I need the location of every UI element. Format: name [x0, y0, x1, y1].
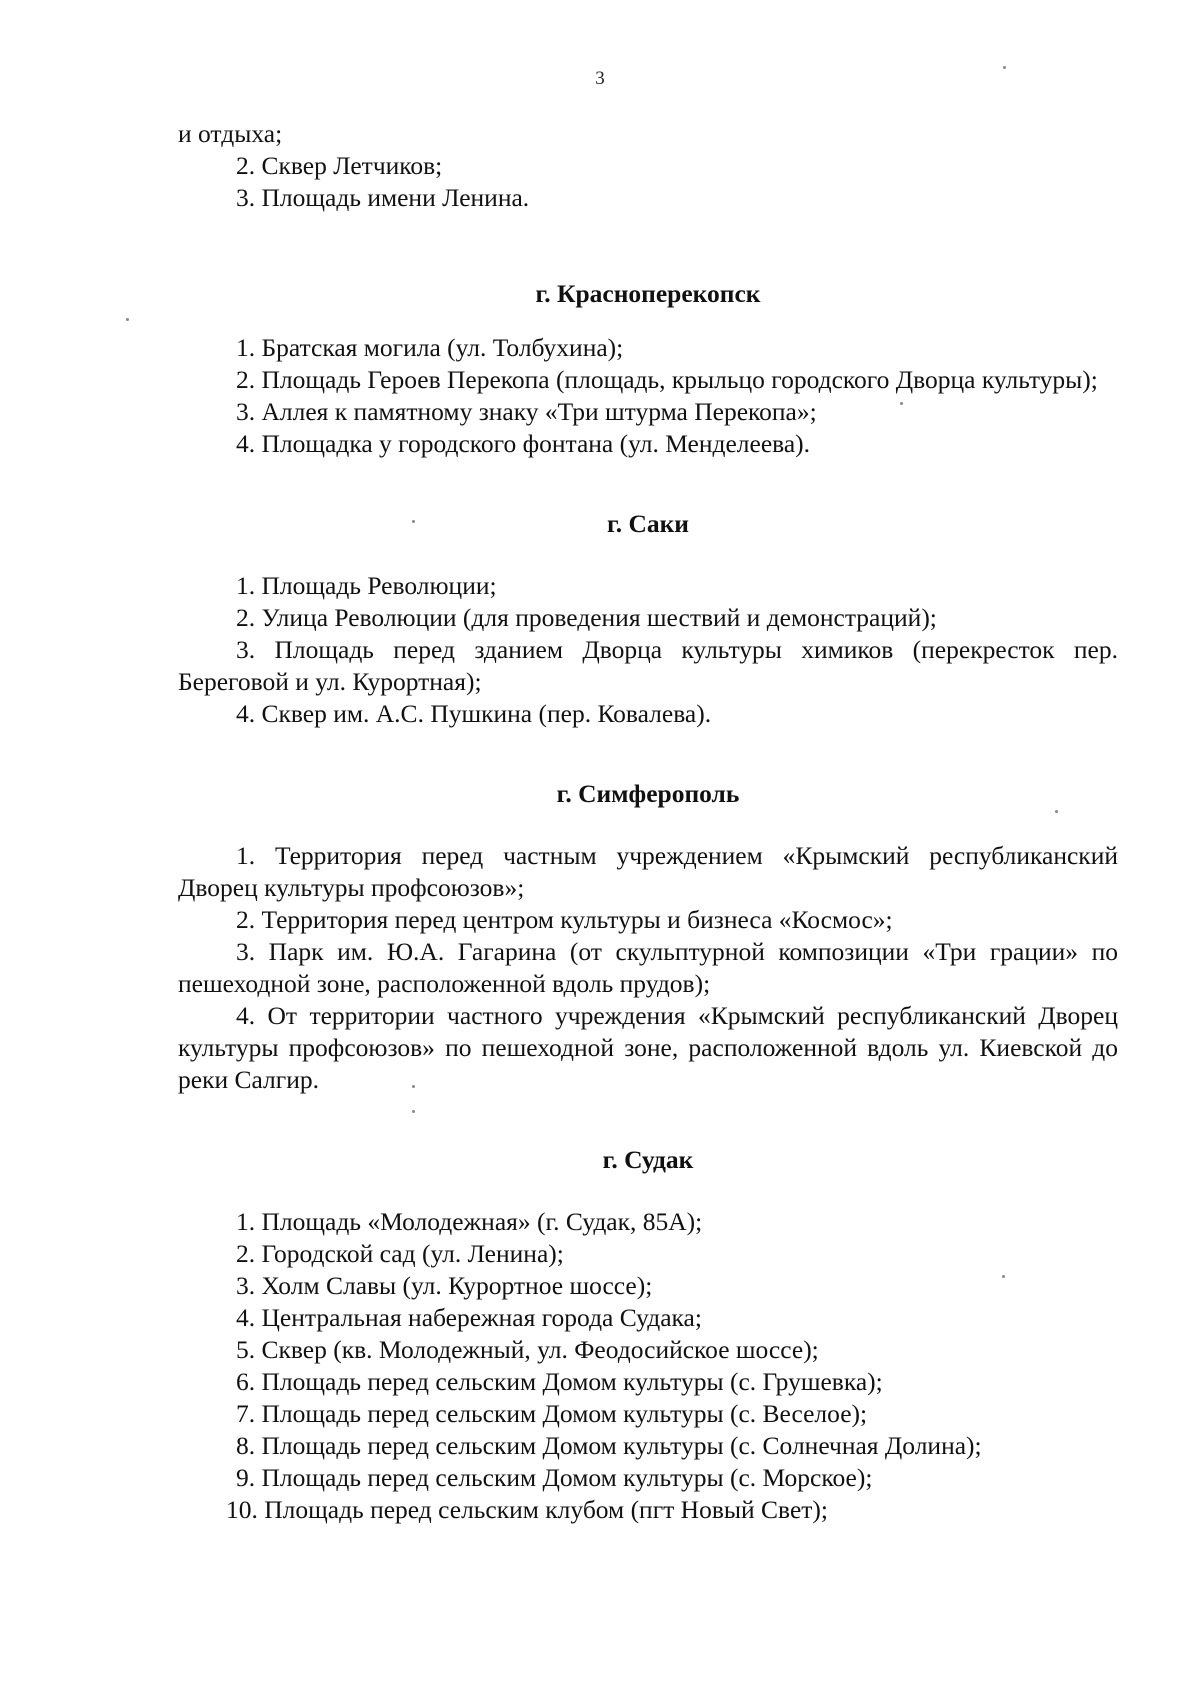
list-item: 4. Площадка у городского фонтана (ул. Менделеева). — [236, 429, 811, 458]
list-item: 1. Территория перед частным учреждением «Крымский республиканский Дворец культуры профсоюзов»; — [178, 841, 1118, 902]
section-title: г. Саки — [606, 509, 689, 538]
list-item: 4. От территории частного учреждения «Крымский республиканский Дворец культуры профсоюзов» по пешеходной зоне, расположенной вдоль ул. Киевской до реки Салгир. — [178, 1001, 1118, 1094]
page-number: 3 — [595, 68, 605, 89]
list-item: 6. Площадь перед сельским Домом культуры (с. Грушевка); — [236, 1367, 883, 1396]
list-item: 3. Холм Славы (ул. Курортное шоссе); — [236, 1271, 653, 1300]
section-title: г. Судак — [602, 1145, 694, 1174]
list-item: 4. Сквер им. А.С. Пушкина (пер. Ковалева). — [236, 699, 712, 728]
list-item: 2. Территория перед центром культуры и бизнеса «Космос»; — [236, 905, 893, 934]
list-item: 10. Площадь перед сельским клубом (пгт Новый Свет); — [226, 1495, 828, 1524]
section-saki — [178, 508, 1118, 730]
list-item: 8. Площадь перед сельским Домом культуры (с. Солнечная Долина); — [236, 1431, 982, 1460]
list-item: 1. Братская могила (ул. Толбухина); — [236, 333, 624, 362]
list-item: 3. Парк им. Ю.А. Гагарина (от скульптурной композиции «Три грации» по пешеходной зоне, расположенной вдоль прудов); — [178, 937, 1118, 998]
intro-block — [178, 118, 1118, 214]
list-item: 1. Площадь «Молодежная» (г. Судак, 85А); — [236, 1207, 703, 1236]
list-item: 3. Аллея к памятному знаку «Три штурма Перекопа»; — [236, 397, 817, 426]
scan-speck — [126, 318, 129, 321]
list-item: 7. Площадь перед сельским Домом культуры (с. Веселое); — [236, 1399, 868, 1428]
list-item: 1. Площадь Революции; — [236, 571, 497, 600]
list-item: 9. Площадь перед сельским Домом культуры (с. Морское); — [236, 1463, 873, 1492]
list-item: 2. Площадь Героев Перекопа (площадь, крыльцо городского Дворца культуры); — [236, 365, 1098, 394]
section-title: г. Красноперекопск — [535, 279, 761, 308]
list-item: 2. Улица Революции (для проведения шествий и демонстраций); — [236, 603, 937, 632]
list-item: 2. Городской сад (ул. Ленина); — [236, 1239, 564, 1268]
section-krasnoperekopsk — [178, 278, 1118, 460]
document-body — [178, 118, 1118, 1526]
list-item: 5. Сквер (кв. Молодежный, ул. Феодосийское шоссе); — [236, 1335, 819, 1364]
scan-speck — [1003, 66, 1006, 69]
list-item: 3. Площадь имени Ленина. — [236, 183, 530, 212]
section-title: г. Симферополь — [556, 779, 740, 808]
section-sudak — [178, 1144, 1118, 1526]
list-item: 4. Центральная набережная города Судака; — [236, 1303, 702, 1332]
list-item: 3. Площадь перед зданием Дворца культуры химиков (перекресток пер. Береговой и ул. Курортная); — [178, 635, 1118, 696]
continuation-text: и отдыха; — [178, 119, 283, 148]
section-simferopol — [178, 778, 1118, 1096]
list-item: 2. Сквер Летчиков; — [236, 151, 443, 180]
